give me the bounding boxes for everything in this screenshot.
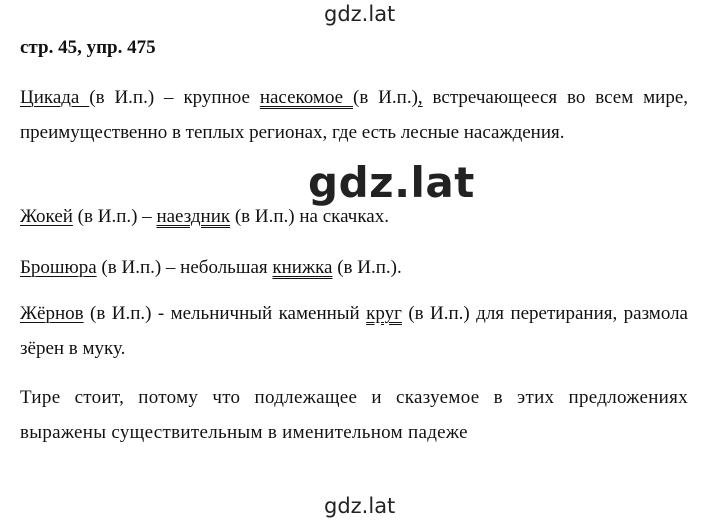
comma-mark: , [417,87,423,108]
page-header: стр. 45, упр. 475 [20,37,156,58]
subject-word: Жёрнов [20,303,84,324]
subject-word: Цикада [20,87,90,108]
watermark-middle: gdz.lat [308,158,475,207]
predicate-word: насекомое [259,87,353,108]
watermark-top: gdz.lat [324,2,396,26]
predicate-word: круг [366,303,402,324]
subject-word: Брошюра [20,257,97,278]
predicate-word: книжка [272,257,333,278]
watermark-bottom: gdz.lat [324,494,396,518]
text-segment: встречающееся во всем мире, преимущественно в теплых регионах, где есть лесные насаждения. [20,87,689,143]
text-segment: (в И.п.) [353,87,418,108]
text-segment: (в И.п.) для перетирания, размола зёрен в муку. [20,303,688,359]
sentence-jockey [20,199,688,234]
text-segment: (в И.п.) – небольшая [96,257,273,278]
text-segment: (в И.п.). [332,257,402,278]
text-segment: (в И.п.) – крупное [89,87,260,108]
predicate-word: наездник [156,206,231,227]
explanation-paragraph: Тире стоит, потому что подлежащее и сказуемое в этих предложениях выражены существительным в именительном падеже [20,387,688,443]
sentence-millstone [20,296,688,366]
sentence-brochure [20,250,688,285]
sentence-cicada [20,80,688,150]
text-segment: (в И.п.) на скачках. [230,206,389,227]
text-segment: (в И.п.) - мельничный каменный [83,303,367,324]
subject-word: Жокей [20,206,73,227]
text-segment: (в И.п.) – [72,206,157,227]
